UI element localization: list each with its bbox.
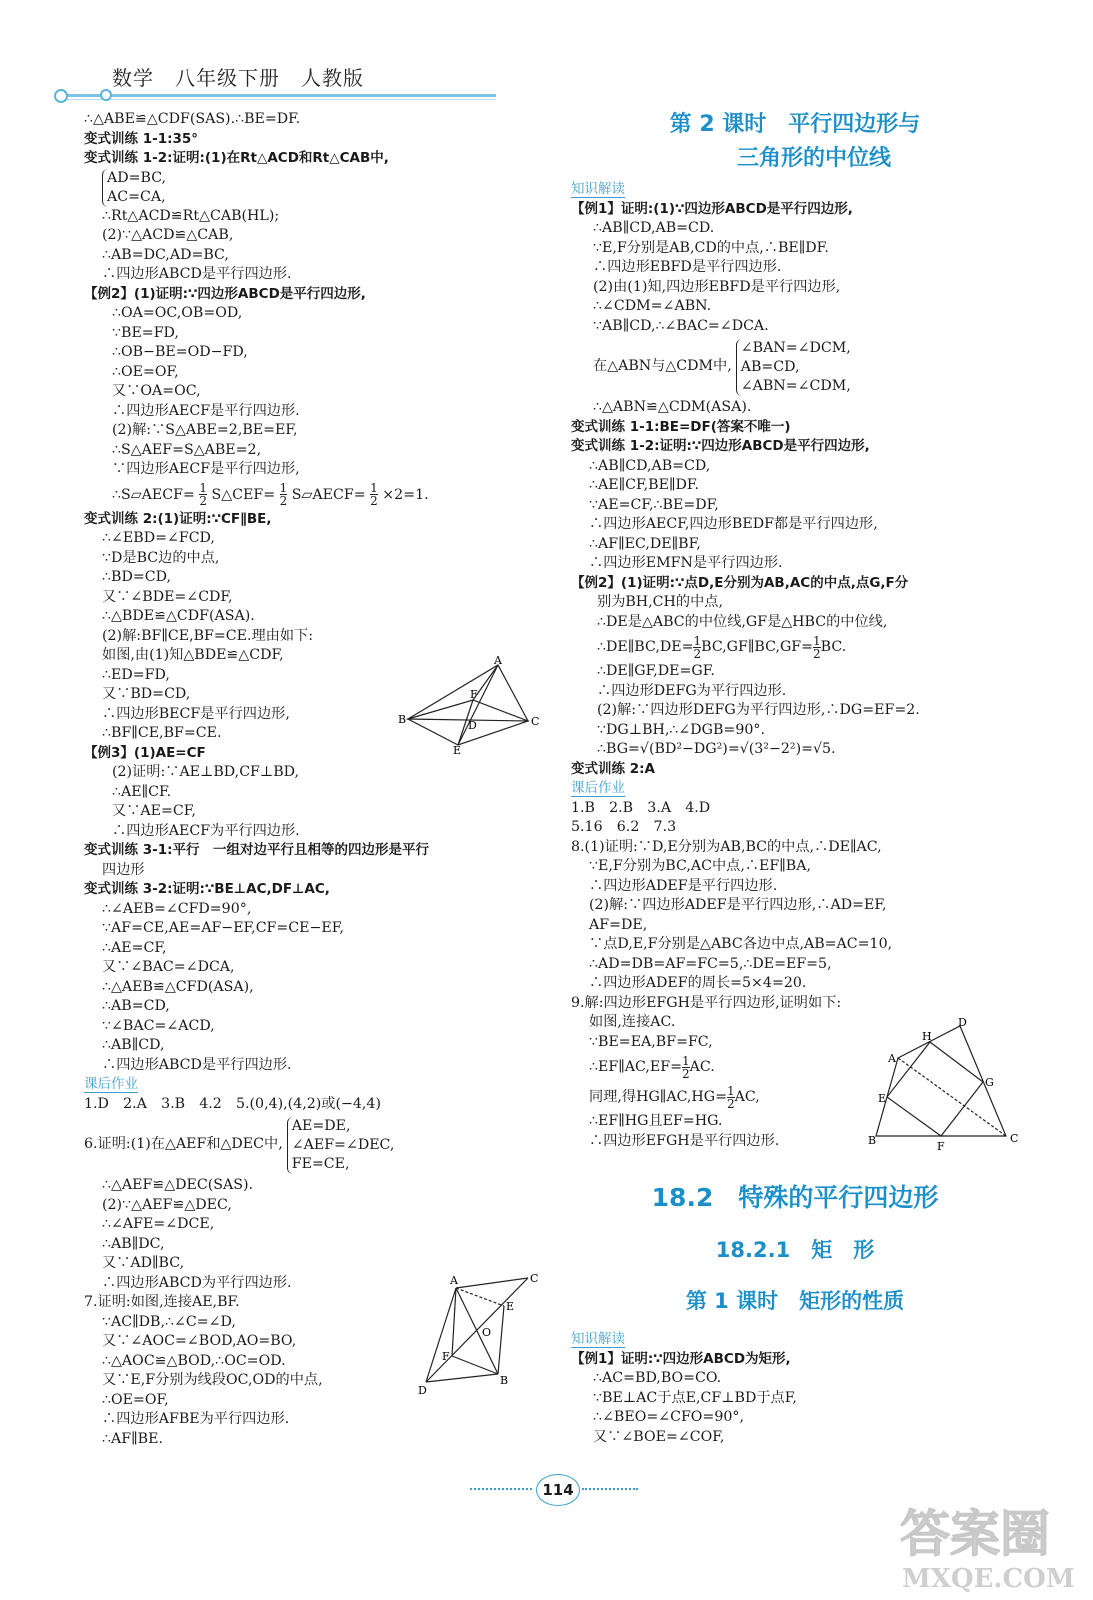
text-line: ∴∠BEO=∠CFO=90°, bbox=[593, 1409, 744, 1425]
point-label: E bbox=[506, 1300, 515, 1313]
page-number: 114 bbox=[536, 1474, 580, 1506]
fraction-numerator: 1 bbox=[727, 1083, 735, 1098]
text-line: ∴AF∥BE. bbox=[102, 1430, 163, 1447]
text-line: 【例2】(1)证明:∵点D,E分别为AB,AC的中点,点G,F分 bbox=[571, 574, 909, 591]
homework-label: 课后作业 bbox=[571, 780, 625, 796]
text-line: S△CEF= bbox=[211, 486, 276, 503]
watermark-url: MXQE.COM bbox=[902, 1564, 1075, 1594]
geometry-figure-acdb bbox=[416, 1270, 546, 1400]
text-line: ∴AE∥CF. bbox=[112, 783, 172, 800]
text-line: 在△ABN与△CDM中, bbox=[593, 358, 732, 375]
text-line: AC, bbox=[734, 1089, 760, 1105]
homework-heading bbox=[571, 779, 1051, 799]
fraction bbox=[682, 1055, 690, 1080]
text-line: 四边形 bbox=[102, 861, 145, 878]
section-title-line: 三角形的中位线 bbox=[736, 146, 891, 171]
text-line: 【例1】证明:(1)∵四边形ABCD是平行四边形, bbox=[571, 200, 853, 217]
text-line: 【例3】(1)AE=CF bbox=[84, 744, 206, 761]
point-label: D bbox=[958, 1016, 967, 1029]
knowledge-heading bbox=[571, 180, 1051, 200]
fraction-numerator: 1 bbox=[813, 633, 821, 648]
text-line: (2)解:BF∥CE,BF=CE.理由如下: bbox=[102, 627, 314, 644]
fraction-numerator: 1 bbox=[370, 481, 378, 495]
equation-row bbox=[84, 1114, 554, 1176]
text-line: 9.解:四边形EFGH是平行四边形,证明如下: bbox=[571, 994, 842, 1011]
text-line: 又∵BD=CD, bbox=[102, 686, 191, 702]
text-line: 别为BH,CH的中点, bbox=[597, 594, 723, 610]
point-label: D bbox=[468, 719, 477, 732]
text-line: ∴四边形BECF是平行四边形, bbox=[102, 705, 290, 722]
text-line: ∵E,F分别为BC,AC中点,∴EF∥BA, bbox=[589, 858, 811, 874]
text-line: 同理,得HG∥AC,HG= bbox=[589, 1089, 728, 1105]
fraction bbox=[280, 482, 288, 507]
header-dot-icon bbox=[54, 89, 68, 103]
text-line: ∵E,F分别是AB,CD的中点,∴BE∥DF. bbox=[593, 239, 829, 256]
text-line: AF=DE, bbox=[589, 916, 648, 933]
fraction-line bbox=[571, 632, 1051, 662]
text-line: 变式训练 3-2:证明:∵BE⊥AC,DF⊥AC, bbox=[84, 881, 330, 897]
homework-heading bbox=[84, 1075, 554, 1095]
text-line: ∴OE=OF, bbox=[112, 363, 179, 380]
right-column bbox=[571, 180, 1051, 1151]
section-title-line: 第 2 课时 平行四边形与 bbox=[669, 112, 921, 137]
text-line: 变式训练 1-1:BE=DF(答案不唯一) bbox=[571, 418, 791, 435]
text-line: 又∵AE=CF, bbox=[112, 803, 196, 819]
geometry-figure-efgh bbox=[866, 1016, 1026, 1156]
text-line: ∵∠BAC=∠ACD, bbox=[102, 1017, 215, 1034]
equation-system bbox=[102, 169, 166, 207]
text-line: ∴ED=FD, bbox=[102, 666, 170, 683]
equation-system bbox=[736, 339, 851, 396]
text-line: BC. bbox=[820, 639, 847, 655]
text-line: ∠ABN=∠CDM, bbox=[740, 377, 851, 394]
text-line: ∴AB∥CD,AB=CD. bbox=[593, 220, 715, 236]
text-line: ∵BE=EA,BF=FC, bbox=[589, 1033, 713, 1050]
text-line: ∴AB=DC,AD=BC, bbox=[102, 246, 229, 263]
section-title-lesson2 bbox=[620, 108, 970, 176]
fraction-numerator: 1 bbox=[199, 481, 208, 495]
text-line: 变式训练 2:A bbox=[571, 760, 655, 777]
text-line: 变式训练 3-1:平行 一组对边平行且相等的四边形是平行 bbox=[84, 842, 429, 858]
point-label: E bbox=[878, 1092, 887, 1105]
fraction bbox=[727, 1085, 735, 1110]
text-line: 又∵∠BAC=∠DCA, bbox=[102, 959, 235, 975]
text-line: 1.D 2.A 3.B 4.2 5.(0,4),(4,2)或(−4,4) bbox=[84, 1095, 381, 1112]
text-line: ∴AE∥CF,BE∥DF. bbox=[589, 477, 700, 493]
text-line: ∵AC∥DB,∴∠C=∠D, bbox=[102, 1313, 236, 1330]
text-line: ∴四边形ABCD是平行四边形. bbox=[102, 266, 292, 282]
point-label: A bbox=[494, 655, 502, 667]
point-label: C bbox=[531, 715, 540, 728]
text-line: ∠BAN=∠DCM, bbox=[740, 339, 851, 356]
text-line: ∵AB∥CD,∴∠BAC=∠DCA. bbox=[593, 317, 769, 334]
text-line: ∴∠AEB=∠CFD=90°, bbox=[102, 900, 252, 917]
text-line: ∴OB−BE=OD−FD, bbox=[112, 344, 248, 360]
fraction-denominator: 2 bbox=[727, 1096, 735, 1111]
text-line: ∴∠AFE=∠DCE, bbox=[102, 1216, 215, 1232]
text-line: ∴△BDE≌△CDF(ASA). bbox=[102, 608, 255, 624]
text-line: ∴四边形ABCD为平行四边形. bbox=[102, 1274, 292, 1291]
text-line: ∴AB∥CD,AB=CD, bbox=[589, 457, 711, 474]
left-column bbox=[84, 110, 554, 1449]
text-line: ∵D是BC边的中点, bbox=[102, 549, 220, 566]
point-label: A bbox=[450, 1274, 458, 1287]
geometry-figure-bdec bbox=[398, 655, 548, 755]
text-line: ×2=1. bbox=[382, 486, 429, 503]
point-label: A bbox=[888, 1052, 896, 1065]
fraction bbox=[813, 635, 821, 660]
point-label: F bbox=[470, 688, 478, 701]
fraction bbox=[199, 482, 207, 507]
text-line: ∴△AEF≌△DEC(SAS). bbox=[102, 1177, 254, 1193]
knowledge-heading bbox=[571, 1330, 1051, 1350]
text-line: AB=CD, bbox=[740, 358, 800, 375]
point-label: D bbox=[418, 1384, 427, 1397]
point-label: B bbox=[500, 1374, 509, 1387]
fraction-denominator: 2 bbox=[279, 494, 288, 508]
text-line: (2)∵△ACD≌△CAB, bbox=[102, 227, 234, 243]
text-line: ∠AEF=∠DEC, bbox=[291, 1136, 395, 1153]
point-label: B bbox=[398, 713, 407, 726]
point-label: O bbox=[482, 1326, 492, 1339]
text-line: ∵AE=CF,∴BE=DF, bbox=[589, 496, 719, 513]
text-line: ∵点D,E,F分别是△ABC各边中点,AB=AC=10, bbox=[589, 936, 893, 952]
fraction-line bbox=[84, 480, 554, 510]
text-line: 变式训练 1-2:证明:(1)在Rt△ACD和Rt△CAB中, bbox=[84, 150, 389, 166]
text-line: ∵BE⊥AC于点E,CF⊥BD于点F, bbox=[593, 1389, 797, 1406]
text-line: ∴AF∥EC,DE∥BF, bbox=[589, 535, 701, 552]
fraction-numerator: 1 bbox=[693, 633, 702, 648]
fraction-denominator: 2 bbox=[681, 1066, 690, 1081]
text-line: ∴BF∥CE,BF=CE. bbox=[102, 725, 222, 741]
text-line: ∵四边形AECF是平行四边形, bbox=[112, 461, 300, 477]
section-title-rectangle-properties: 第 1 课时 矩形的性质 bbox=[685, 1289, 905, 1313]
text-line: ∴DE∥GF,DE=GF. bbox=[597, 663, 715, 679]
text-line: ∵AF=CE,AE=AF−EF,CF=CE−EF, bbox=[102, 920, 344, 936]
text-line: ∴四边形ABCD是平行四边形. bbox=[102, 1056, 292, 1073]
text-line: ∴AB=CD, bbox=[102, 998, 170, 1014]
text-line: 如图,由(1)知△BDE≌△CDF, bbox=[102, 647, 284, 663]
text-line: 5.16 6.2 7.3 bbox=[571, 819, 677, 835]
text-line: 又∵E,F分别为线段OC,OD的中点, bbox=[102, 1372, 323, 1388]
text-line: ∴BD=CD, bbox=[102, 569, 171, 585]
fraction-denominator: 2 bbox=[199, 494, 208, 508]
text-line: ∵DG⊥BH,∴∠DGB=90°. bbox=[597, 721, 765, 738]
text-line: (2)由(1)知,四边形EBFD是平行四边形, bbox=[593, 278, 841, 295]
text-line: 8.(1)证明:∵D,E分别为AB,BC的中点,∴DE∥AC, bbox=[571, 838, 882, 855]
text-line: ∴四边形EFGH是平行四边形. bbox=[589, 1132, 780, 1149]
text-line: 如图,连接AC. bbox=[589, 1014, 676, 1030]
text-line: ∴AB∥DC, bbox=[102, 1235, 165, 1252]
text-line: ∴DE∥BC,DE= bbox=[597, 639, 694, 655]
point-label: B bbox=[868, 1134, 877, 1147]
text-line: (2)证明:∵AE⊥BD,CF⊥BD, bbox=[112, 764, 300, 780]
text-line: ∴AC=BD,BO=CO. bbox=[593, 1370, 722, 1386]
point-label: G bbox=[985, 1076, 994, 1089]
point-label: H bbox=[922, 1030, 932, 1043]
text-line: 变式训练 1-1:35° bbox=[84, 130, 199, 147]
text-line: ∴S△AEF=S△ABE=2, bbox=[112, 441, 262, 458]
text-line: 又∵∠AOC=∠BOD,AO=BO, bbox=[102, 1333, 297, 1349]
homework-label: 课后作业 bbox=[84, 1076, 138, 1092]
section-title-18-2-1: 18.2.1 矩 形 bbox=[715, 1238, 875, 1262]
knowledge-label: 知识解读 bbox=[571, 181, 625, 197]
text-line: 【例1】证明:∵四边形ABCD为矩形, bbox=[571, 1350, 791, 1367]
text-line: 【例2】(1)证明:∵四边形ABCD是平行四边形, bbox=[84, 285, 366, 302]
header-rule bbox=[58, 94, 496, 97]
text-line: AC=CA, bbox=[107, 188, 166, 205]
header-rule-thin bbox=[58, 99, 496, 100]
text-line: BC,GF∥BC,GF= bbox=[701, 639, 814, 655]
text-line: ∴四边形ADEF的周长=5×4=20. bbox=[589, 975, 807, 991]
text-line: ∴S▱AECF= bbox=[112, 486, 195, 503]
text-line: 1.B 2.B 3.A 4.D bbox=[571, 799, 711, 816]
fraction-denominator: 2 bbox=[370, 494, 378, 508]
text-line: ∴OA=OC,OB=OD, bbox=[112, 305, 243, 321]
text-line: ∴AD=DB=AF=FC=5,∴DE=EF=5, bbox=[589, 955, 832, 972]
text-line: ∴四边形AFBE为平行四边形. bbox=[102, 1411, 290, 1427]
text-line: ∴∠CDM=∠ABN. bbox=[593, 298, 712, 314]
text-line: S▱AECF= bbox=[291, 486, 366, 503]
watermark-logo bbox=[890, 1495, 1080, 1595]
text-line: ∴Rt△ACD≌Rt△CAB(HL); bbox=[102, 207, 280, 224]
text-line: ∴△ABE≌△CDF(SAS).∴BE=DF. bbox=[84, 111, 301, 127]
equation-system bbox=[287, 1117, 395, 1174]
point-label: F bbox=[442, 1350, 450, 1363]
header-dot-icon bbox=[100, 89, 112, 101]
text-line: ∴OE=OF, bbox=[102, 1391, 169, 1408]
text-line: AC. bbox=[689, 1059, 715, 1075]
section-title-18-2: 18.2 特殊的平行四边形 bbox=[651, 1183, 939, 1212]
footer-dots-left bbox=[470, 1488, 532, 1492]
text-line: 又∵AD∥BC, bbox=[102, 1255, 185, 1271]
text-line: ∵BE=FD, bbox=[112, 324, 179, 341]
point-label: C bbox=[1010, 1132, 1019, 1145]
text-line: ∴△AEB≌△CFD(ASA), bbox=[102, 978, 254, 995]
point-label: C bbox=[530, 1272, 539, 1285]
knowledge-label: 知识解读 bbox=[571, 1331, 625, 1347]
text-line: ∴四边形AECF为平行四边形. bbox=[112, 822, 300, 839]
fraction bbox=[693, 635, 701, 660]
text-line: ∴AE=CF, bbox=[102, 939, 167, 956]
fraction-denominator: 2 bbox=[813, 646, 821, 661]
text-line: (2)解:∵四边形ADEF是平行四边形,∴AD=EF, bbox=[589, 897, 887, 913]
header-title: 数学 八年级下册 人教版 bbox=[112, 66, 364, 90]
text-line: (2)解:∵四边形DEFG为平行四边形,∴DG=EF=2. bbox=[597, 702, 920, 718]
text-line: ∴△ABN≌△CDM(ASA). bbox=[593, 399, 752, 415]
fraction bbox=[370, 482, 378, 507]
text-line: ∴四边形EBFD是平行四边形. bbox=[593, 259, 782, 275]
text-line: FE=CE, bbox=[291, 1155, 350, 1172]
fraction-numerator: 1 bbox=[681, 1053, 690, 1068]
text-line: ∴BG=√(BD²−DG²)=√(3²−2²)=√5. bbox=[597, 741, 836, 757]
text-line: (2)解:∵S△ABE=2,BE=EF, bbox=[112, 422, 298, 438]
text-line: 变式训练 2:(1)证明:∵CF∥BE, bbox=[84, 510, 272, 527]
text-line: 又∵∠BDE=∠CDF, bbox=[102, 588, 233, 605]
equation-row bbox=[571, 336, 1051, 398]
text-line: ∴四边形DEFG为平行四边形. bbox=[597, 682, 787, 699]
text-line: ∴AB∥CD, bbox=[102, 1037, 165, 1053]
text-line: AD=BC, bbox=[107, 169, 167, 186]
text-line: ∴EF∥AC,EF= bbox=[589, 1059, 682, 1075]
text-line: ∴DE是△ABC的中位线,GF是△HBC的中位线, bbox=[597, 613, 888, 630]
text-line: 变式训练 1-2:证明:∵四边形ABCD是平行四边形, bbox=[571, 438, 870, 454]
text-line: 6.证明:(1)在△AEF和△DEC中, bbox=[84, 1136, 283, 1153]
text-line: 7.证明:如图,连接AE,BF. bbox=[84, 1294, 240, 1310]
text-line: 又∵∠BOE=∠COF, bbox=[593, 1428, 725, 1445]
text-line: (2)∵△AEF≌△DEC, bbox=[102, 1196, 232, 1213]
text-line bbox=[84, 149, 554, 169]
text-line: 又∵OA=OC, bbox=[112, 383, 201, 399]
fraction-denominator: 2 bbox=[693, 646, 702, 661]
point-label: F bbox=[937, 1140, 945, 1153]
text-line: ∴四边形AECF,四边形BEDF都是平行四边形, bbox=[589, 516, 878, 532]
watermark-text: 答案圈 bbox=[900, 1504, 1050, 1563]
text-line: ∴∠EBD=∠FCD, bbox=[102, 530, 215, 546]
text-line: ∴四边形EMFN是平行四边形. bbox=[589, 555, 783, 571]
text-line: AE=DE, bbox=[291, 1117, 351, 1134]
fraction-numerator: 1 bbox=[279, 481, 288, 495]
text-line: ∴四边形AECF是平行四边形. bbox=[112, 402, 300, 419]
footer-dots-right bbox=[582, 1488, 638, 1492]
point-label: E bbox=[453, 744, 462, 755]
text-line: ∴四边形ADEF是平行四边形. bbox=[589, 877, 778, 894]
text-line: ∴△AOC≌△BOD,∴OC=OD. bbox=[102, 1352, 286, 1369]
text-line: ∴EF∥HG且EF=HG. bbox=[589, 1113, 723, 1129]
right-column-bottom bbox=[571, 1330, 1051, 1447]
